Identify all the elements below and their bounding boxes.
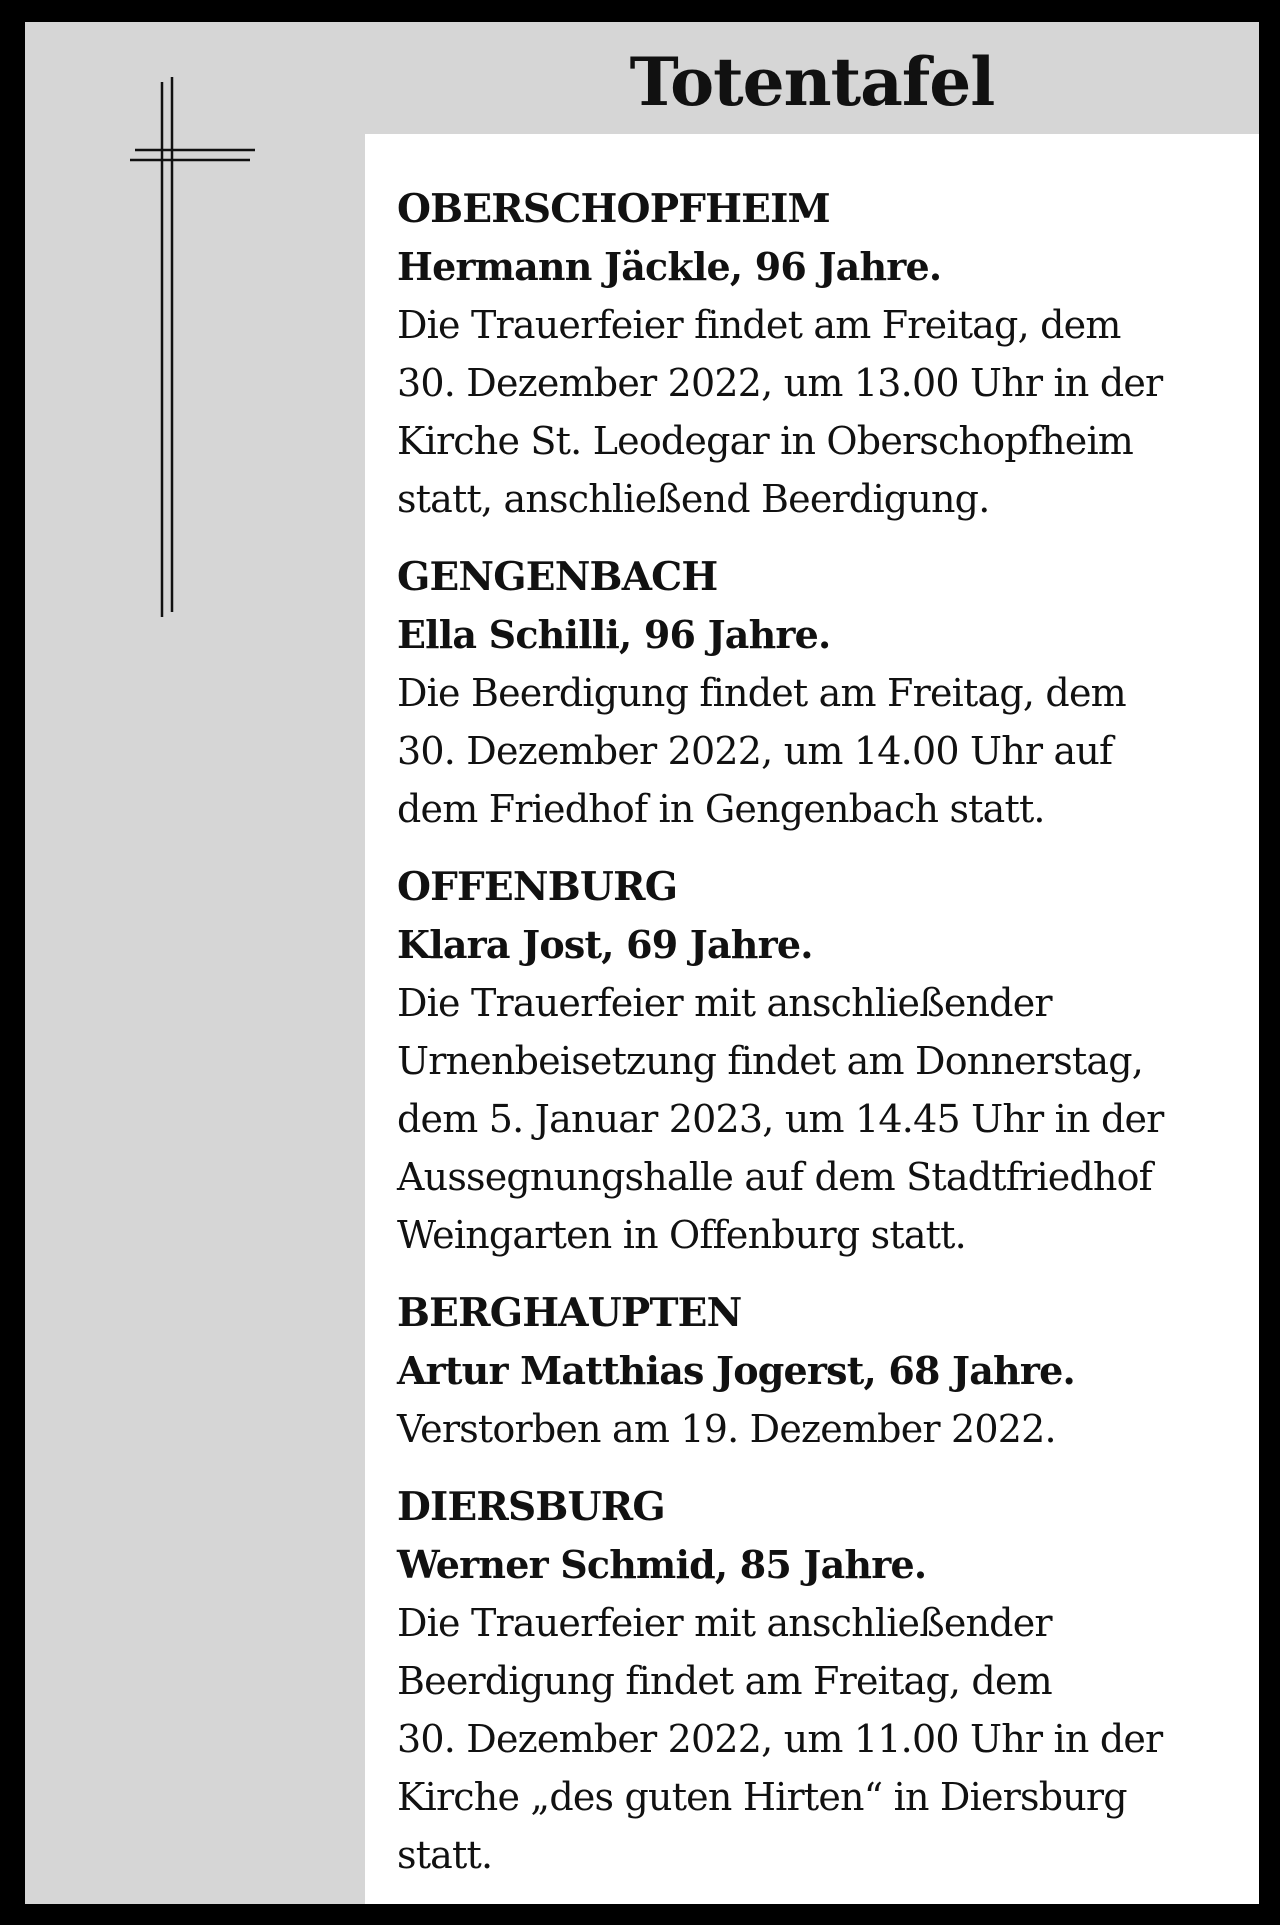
- entry-person: Artur Matthias Jogerst, 68 Jahre.: [397, 1348, 1075, 1393]
- entry-place: OFFENBURG: [397, 864, 678, 910]
- entry-text-line: Verstorben am 19. Dezember 2022.: [397, 1407, 1056, 1451]
- entry-text: [397, 1400, 1229, 1458]
- entry-text: [397, 1594, 1229, 1884]
- entry-text-line: dem 5. Januar 2023, um 14.45 Uhr in der: [397, 1097, 1164, 1141]
- obituary-entry: [397, 858, 1229, 1264]
- cross-icon: [105, 72, 275, 622]
- obituary-list: [365, 134, 1259, 1904]
- entry-text-line: 30. Dezember 2022, um 14.00 Uhr auf: [397, 729, 1113, 773]
- obituary-entry: [397, 548, 1229, 838]
- entry-person: Werner Schmid, 85 Jahre.: [397, 1542, 927, 1587]
- entry-text: [397, 664, 1229, 838]
- entry-text-line: Urnenbeisetzung findet am Donnerstag,: [397, 1039, 1144, 1083]
- entry-text-line: 30. Dezember 2022, um 11.00 Uhr in der: [397, 1717, 1163, 1761]
- entry-text-line: Die Trauerfeier mit anschließender: [397, 981, 1052, 1025]
- entry-text-line: Die Trauerfeier mit anschließender: [397, 1601, 1052, 1645]
- page-title: Totentafel: [629, 43, 995, 121]
- entry-person: Ella Schilli, 96 Jahre.: [397, 612, 831, 657]
- obituary-entry: [397, 180, 1229, 528]
- entry-text-line: dem Friedhof in Gengenbach statt.: [397, 787, 1045, 831]
- entry-text-line: statt.: [397, 1833, 493, 1877]
- entry-text: [397, 974, 1229, 1264]
- entry-text-line: Die Beerdigung findet am Freitag, dem: [397, 671, 1126, 715]
- entry-text-line: Weingarten in Offenburg statt.: [397, 1213, 966, 1257]
- entry-place: GENGENBACH: [397, 554, 718, 600]
- entry-place: OBERSCHOPFHEIM: [397, 186, 830, 232]
- obituary-entry: [397, 1284, 1229, 1458]
- entry-text-line: statt, anschließend Beerdigung.: [397, 477, 990, 521]
- entry-text-line: Aussegnungshalle auf dem Stadtfriedhof: [397, 1155, 1152, 1199]
- entry-text-line: Beerdigung findet am Freitag, dem: [397, 1659, 1052, 1703]
- entry-text-line: Die Trauerfeier findet am Freitag, dem: [397, 303, 1121, 347]
- entry-person: Hermann Jäckle, 96 Jahre.: [397, 244, 942, 289]
- obituary-entry: [397, 1478, 1229, 1884]
- entry-text: [397, 296, 1229, 528]
- entry-text-line: Kirche St. Leodegar in Oberschopfheim: [397, 419, 1134, 463]
- obituary-board: [25, 22, 1259, 1904]
- entry-person: Klara Jost, 69 Jahre.: [397, 922, 813, 967]
- entry-text-line: Kirche „des guten Hirten“ in Diersburg: [397, 1775, 1127, 1819]
- entry-place: DIERSBURG: [397, 1484, 665, 1530]
- entry-text-line: 30. Dezember 2022, um 13.00 Uhr in der: [397, 361, 1163, 405]
- entry-place: BERGHAUPTEN: [397, 1290, 742, 1336]
